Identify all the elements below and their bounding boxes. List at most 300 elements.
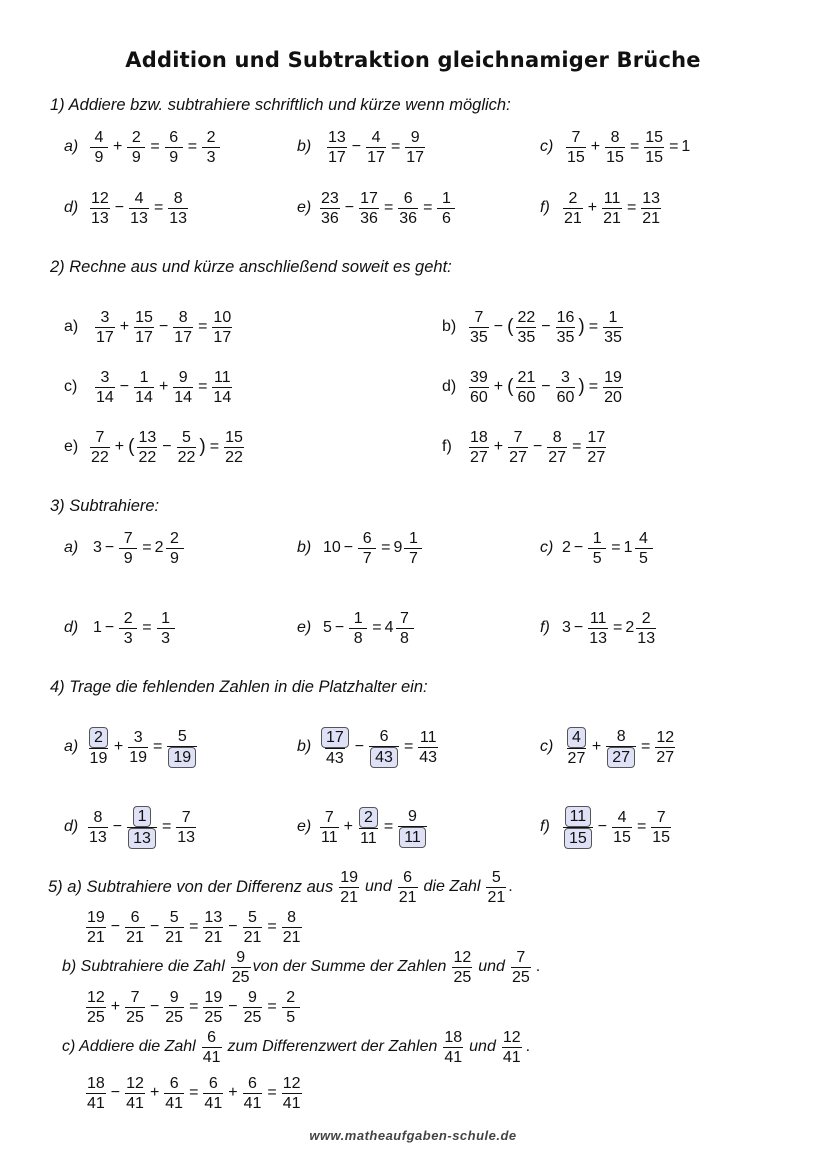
numerator: 3: [133, 728, 143, 746]
fraction: [320, 727, 350, 768]
math-text: von der Summe der Zahlen: [252, 958, 447, 975]
numerator: 7: [474, 308, 484, 326]
fraction: [358, 807, 379, 848]
operator: −: [597, 818, 608, 835]
operator: +: [590, 138, 601, 155]
numerator: 4: [371, 128, 381, 146]
denominator: 21: [87, 928, 105, 946]
numerator: 1: [592, 529, 602, 547]
fraction: [212, 368, 232, 407]
operator: +: [114, 438, 125, 455]
math-text: c) Addiere die Zahl: [62, 1038, 196, 1055]
numerator: 12: [87, 988, 105, 1006]
math-text: .: [535, 958, 541, 975]
fraction: [644, 128, 664, 167]
numerator: 12: [656, 728, 675, 746]
s3-label-c: c): [540, 539, 554, 556]
denominator: 3: [119, 628, 137, 648]
operator: =: [142, 539, 152, 556]
parenthesis: (: [128, 436, 135, 457]
denominator: 15: [567, 148, 585, 166]
s2-expr-c: [93, 362, 234, 412]
denominator: 27: [587, 448, 606, 466]
fraction: [349, 609, 367, 648]
denominator: 13: [89, 828, 107, 846]
fraction: [437, 189, 455, 228]
fraction: [125, 908, 145, 947]
placeholder-box[interactable]: 13: [128, 828, 156, 849]
placeholder-box[interactable]: 4: [567, 727, 586, 748]
fraction: [320, 189, 340, 228]
numerator: 4: [617, 808, 627, 826]
fraction: [443, 1028, 463, 1067]
numerator: 1: [608, 308, 618, 326]
operator: −: [343, 539, 354, 556]
numerator: 7: [516, 948, 526, 966]
denominator: 25: [126, 1008, 144, 1026]
numerator: 2: [641, 609, 651, 627]
denominator: 27: [567, 749, 586, 767]
denominator: 15: [652, 828, 671, 846]
fraction: [282, 988, 300, 1027]
denominator: 41: [502, 1048, 521, 1066]
denominator: 5: [588, 548, 606, 568]
fraction: [603, 368, 623, 407]
denominator: 41: [87, 1094, 105, 1112]
denominator: 21: [340, 888, 359, 906]
fraction: [641, 189, 661, 228]
fraction: [176, 808, 196, 847]
s1-label-b: b): [297, 138, 312, 155]
fraction: [119, 529, 137, 568]
placeholder-box[interactable]: 2: [359, 807, 378, 828]
fraction: [173, 308, 193, 347]
s1-expr-b: [325, 122, 427, 172]
s4-label-a: a): [64, 738, 79, 755]
denominator: 21: [282, 928, 301, 946]
operator: =: [611, 539, 621, 556]
denominator: 25: [87, 1008, 105, 1026]
numerator: 12: [282, 1074, 301, 1092]
denominator: 21: [603, 209, 621, 227]
fraction: [90, 428, 110, 467]
numerator: 9: [248, 988, 257, 1006]
denominator: 3: [202, 147, 220, 167]
fraction: [502, 1028, 522, 1067]
operator: =: [267, 998, 277, 1015]
denominator: 3: [157, 628, 175, 648]
fraction: [90, 189, 110, 228]
parenthesis: ): [578, 376, 585, 397]
denominator: 25: [204, 1008, 223, 1026]
fraction: [566, 128, 586, 167]
operator: −: [228, 998, 238, 1015]
s1-label-d: d): [64, 199, 79, 216]
fraction: [202, 128, 220, 167]
fraction: [588, 529, 606, 568]
denominator: [398, 826, 427, 848]
denominator: 36: [399, 209, 418, 227]
denominator: 9: [90, 147, 108, 167]
denominator: 35: [517, 328, 536, 346]
denominator: 27: [656, 748, 675, 766]
operator: +: [493, 438, 504, 455]
fraction: [398, 807, 427, 848]
fraction: [243, 988, 263, 1027]
fraction: [469, 368, 489, 407]
operator: +: [119, 318, 130, 335]
fraction: [164, 908, 184, 947]
operator: +: [149, 1084, 160, 1101]
s4-expr-a: [86, 722, 199, 772]
numerator: 2: [286, 988, 296, 1006]
placeholder-box[interactable]: 11: [565, 806, 592, 827]
numerator: 6: [403, 868, 413, 886]
math-text: 1: [623, 539, 633, 556]
fraction: [511, 948, 531, 987]
numerator: [88, 727, 109, 748]
s1-expr-f: [561, 183, 663, 233]
s2-expr-e: [88, 422, 246, 472]
denominator: 11: [360, 829, 377, 847]
fraction: [563, 806, 593, 849]
math-text: .: [508, 878, 513, 895]
numerator: [358, 807, 379, 828]
denominator: 41: [126, 1094, 144, 1112]
fraction: [556, 368, 576, 407]
denominator: 60: [517, 388, 536, 406]
denominator: 17: [174, 328, 193, 346]
numerator: 2: [123, 609, 133, 627]
fraction: [606, 727, 636, 768]
numerator: 22: [517, 308, 536, 326]
s3-label-b: b): [297, 539, 312, 556]
s4-label-f: f): [540, 818, 550, 835]
denominator: 5: [635, 548, 653, 568]
operator: =: [267, 1084, 277, 1101]
denominator: 9: [165, 147, 183, 167]
denominator: 22: [138, 448, 157, 466]
numerator: 15: [645, 128, 664, 146]
fraction: [636, 609, 656, 648]
fraction: [516, 368, 536, 407]
s1-label-a: a): [64, 138, 79, 155]
numerator: 6: [403, 189, 413, 207]
denominator: 22: [225, 448, 243, 466]
denominator: 21: [243, 928, 262, 946]
operator: −: [104, 539, 115, 556]
fraction: [127, 806, 157, 849]
denominator: [563, 827, 593, 849]
operator: −: [573, 539, 584, 556]
s3-label-d: d): [64, 619, 79, 636]
numerator: 8: [178, 308, 188, 326]
operator: =: [390, 138, 401, 155]
operator: −: [541, 318, 551, 335]
operator: =: [588, 318, 599, 335]
denominator: 21: [165, 928, 184, 946]
numerator: 8: [616, 727, 626, 745]
denominator: 9: [119, 548, 137, 568]
fraction: [282, 908, 302, 947]
numerator: 1: [441, 189, 451, 207]
operator: −: [354, 738, 365, 755]
s3-label-e: e): [297, 619, 312, 636]
operator: =: [267, 918, 277, 935]
operator: =: [383, 818, 394, 835]
s3-expr-c: [562, 523, 655, 573]
denominator: [606, 746, 636, 768]
placeholder-box[interactable]: 43: [370, 747, 398, 768]
math-text: 5) a) Subtrahiere von der Differenz aus: [48, 877, 334, 896]
denominator: 22: [91, 448, 109, 466]
fraction: [95, 308, 115, 347]
denominator: 13: [91, 209, 109, 227]
numerator: 3: [100, 368, 110, 386]
fraction: [508, 428, 528, 467]
denominator: 22: [177, 448, 196, 466]
math-text: 4: [384, 619, 394, 636]
fraction: [168, 189, 188, 228]
operator: −: [112, 818, 123, 835]
math-text: b) Subtrahiere die Zahl: [62, 958, 225, 975]
numerator: 6: [248, 1074, 257, 1092]
operator: =: [588, 378, 599, 395]
denominator: 17: [367, 148, 385, 166]
denominator: 21: [564, 209, 582, 227]
numerator: 19: [204, 988, 223, 1006]
math-text: 3: [562, 619, 571, 636]
numerator: 12: [91, 189, 109, 207]
denominator: 17: [96, 328, 114, 346]
s1-label-c: c): [540, 138, 554, 155]
operator: −: [110, 918, 121, 935]
numerator: 5: [248, 908, 257, 926]
fraction: [516, 308, 536, 347]
section3-heading: 3) Subtrahiere:: [50, 497, 160, 515]
denominator: 8: [396, 628, 414, 648]
operator: +: [228, 1084, 238, 1101]
s4-expr-c: [564, 722, 677, 772]
numerator: 18: [444, 1028, 463, 1046]
denominator: 41: [282, 1094, 301, 1112]
s3-expr-e: [323, 603, 416, 653]
numerator: 1: [408, 529, 418, 547]
numerator: 13: [642, 189, 661, 207]
fraction: [157, 609, 175, 648]
parenthesis: (: [507, 376, 514, 397]
denominator: [167, 746, 197, 768]
fraction: [164, 1074, 184, 1113]
denominator: 19: [129, 748, 148, 766]
numerator: 7: [181, 808, 191, 826]
fraction: [95, 368, 115, 407]
numerator: 9: [169, 988, 179, 1006]
operator: −: [573, 619, 584, 636]
denominator: 20: [604, 388, 622, 406]
fraction: [586, 428, 606, 467]
numerator: 4: [134, 189, 144, 207]
s4-label-d: d): [64, 818, 79, 835]
fraction: [134, 368, 154, 407]
denominator: 15: [613, 828, 631, 846]
fraction: [404, 529, 422, 568]
s4-label-b: b): [297, 738, 312, 755]
fraction: [398, 189, 418, 228]
numerator: 19: [340, 868, 359, 886]
math-text: 1: [93, 619, 102, 636]
denominator: 15: [645, 148, 664, 166]
s4-expr-d: [86, 802, 198, 852]
operator: =: [613, 619, 623, 636]
fraction: [125, 988, 145, 1027]
numerator: 6: [169, 1074, 179, 1092]
fraction: [203, 988, 223, 1027]
numerator: 4: [94, 128, 104, 146]
numerator: 11: [419, 728, 437, 746]
denominator: 17: [135, 328, 153, 346]
numerator: 16: [556, 308, 575, 326]
numerator: 8: [610, 128, 620, 146]
placeholder-box[interactable]: 17: [321, 727, 349, 748]
numerator: 23: [321, 189, 339, 207]
numerator: 2: [568, 189, 578, 207]
numerator: 9: [408, 807, 417, 825]
numerator: 7: [130, 988, 140, 1006]
numerator: 8: [287, 908, 297, 926]
s1-label-f: f): [540, 199, 550, 216]
fraction: [339, 868, 359, 907]
numerator: 13: [138, 428, 157, 446]
numerator: 10: [213, 308, 232, 326]
footer-url[interactable]: www.matheaufgaben-schule.de: [309, 1128, 517, 1143]
placeholder-box[interactable]: 2: [89, 727, 108, 748]
denominator: 35: [556, 328, 575, 346]
numerator: 4: [639, 529, 648, 547]
numerator: 1: [139, 368, 149, 386]
denominator: 14: [213, 388, 232, 406]
operator: =: [626, 199, 637, 216]
numerator: [564, 806, 593, 827]
s2-expr-d: [467, 362, 625, 412]
fraction: [469, 428, 489, 467]
fraction: [418, 728, 438, 767]
denominator: 17: [213, 328, 232, 346]
denominator: 41: [243, 1094, 262, 1112]
numerator: 5: [169, 908, 179, 926]
s4-label-e: e): [297, 818, 312, 835]
operator: =: [150, 138, 160, 155]
parenthesis: ): [199, 436, 206, 457]
fraction: [469, 308, 489, 347]
denominator: 19: [89, 749, 108, 767]
placeholder-box[interactable]: 15: [564, 828, 592, 849]
fraction: [203, 908, 223, 947]
fraction: [165, 128, 183, 167]
denominator: 36: [360, 209, 378, 227]
fraction: [547, 428, 567, 467]
numerator: [132, 806, 153, 827]
s1-expr-a: [88, 122, 222, 172]
denominator: 7: [358, 548, 376, 568]
numerator: 5: [491, 868, 501, 886]
fraction: [452, 948, 472, 987]
fraction: [398, 868, 418, 907]
numerator: 6: [362, 529, 372, 547]
s1-label-e: e): [297, 199, 312, 216]
numerator: 6: [169, 128, 179, 146]
denominator: 35: [604, 328, 622, 346]
numerator: 12: [126, 1074, 144, 1092]
operator: +: [587, 199, 598, 216]
numerator: 39: [470, 368, 488, 386]
numerator: 1: [353, 609, 363, 627]
denominator: 6: [437, 208, 455, 228]
numerator: 15: [135, 308, 153, 326]
numerator: 7: [123, 529, 133, 547]
placeholder-box[interactable]: 1: [133, 806, 152, 827]
math-text: .: [525, 1038, 531, 1055]
fraction: [655, 728, 675, 767]
numerator: 3: [561, 368, 570, 386]
operator: −: [228, 918, 238, 935]
numerator: 21: [517, 368, 536, 386]
denominator: 60: [556, 388, 575, 406]
numerator: 11: [603, 189, 621, 207]
fraction: [88, 727, 109, 768]
math-text: 2: [154, 539, 164, 556]
operator: =: [161, 818, 172, 835]
fraction: [282, 1074, 302, 1113]
page-title: Addition und Subtraktion gleichnamiger Brüche: [125, 48, 701, 72]
numerator: 6: [379, 727, 389, 745]
numerator: 1: [161, 609, 171, 627]
fraction: [603, 308, 623, 347]
numerator: 5: [177, 727, 187, 745]
numerator: 8: [552, 428, 562, 446]
fraction: [134, 308, 154, 347]
s1-expr-c: [564, 122, 690, 172]
fraction: [563, 189, 583, 228]
fraction: [128, 728, 148, 767]
denominator: 21: [398, 888, 417, 906]
s2-label-c: c): [64, 378, 78, 395]
numerator: 8: [93, 808, 103, 826]
numerator: 7: [400, 609, 409, 627]
placeholder-box[interactable]: 27: [607, 747, 635, 768]
denominator: 17: [406, 148, 425, 166]
operator: =: [153, 199, 164, 216]
denominator: 5: [282, 1007, 300, 1027]
placeholder-box[interactable]: 19: [168, 747, 196, 768]
s5c-task: [62, 1022, 530, 1072]
fraction: [119, 609, 137, 648]
s3-label-f: f): [540, 619, 550, 636]
numerator: 9: [178, 368, 188, 386]
placeholder-box[interactable]: 11: [399, 827, 426, 848]
numerator: 13: [328, 128, 346, 146]
numerator: 17: [360, 189, 378, 207]
numerator: [566, 727, 587, 748]
s3-expr-b: [323, 523, 424, 573]
operator: −: [158, 318, 169, 335]
numerator: 17: [587, 428, 606, 446]
denominator: 13: [130, 209, 148, 227]
math-text: und: [478, 958, 505, 975]
s4-expr-f: [561, 802, 673, 852]
denominator: 41: [204, 1094, 223, 1112]
fraction: [231, 948, 251, 987]
